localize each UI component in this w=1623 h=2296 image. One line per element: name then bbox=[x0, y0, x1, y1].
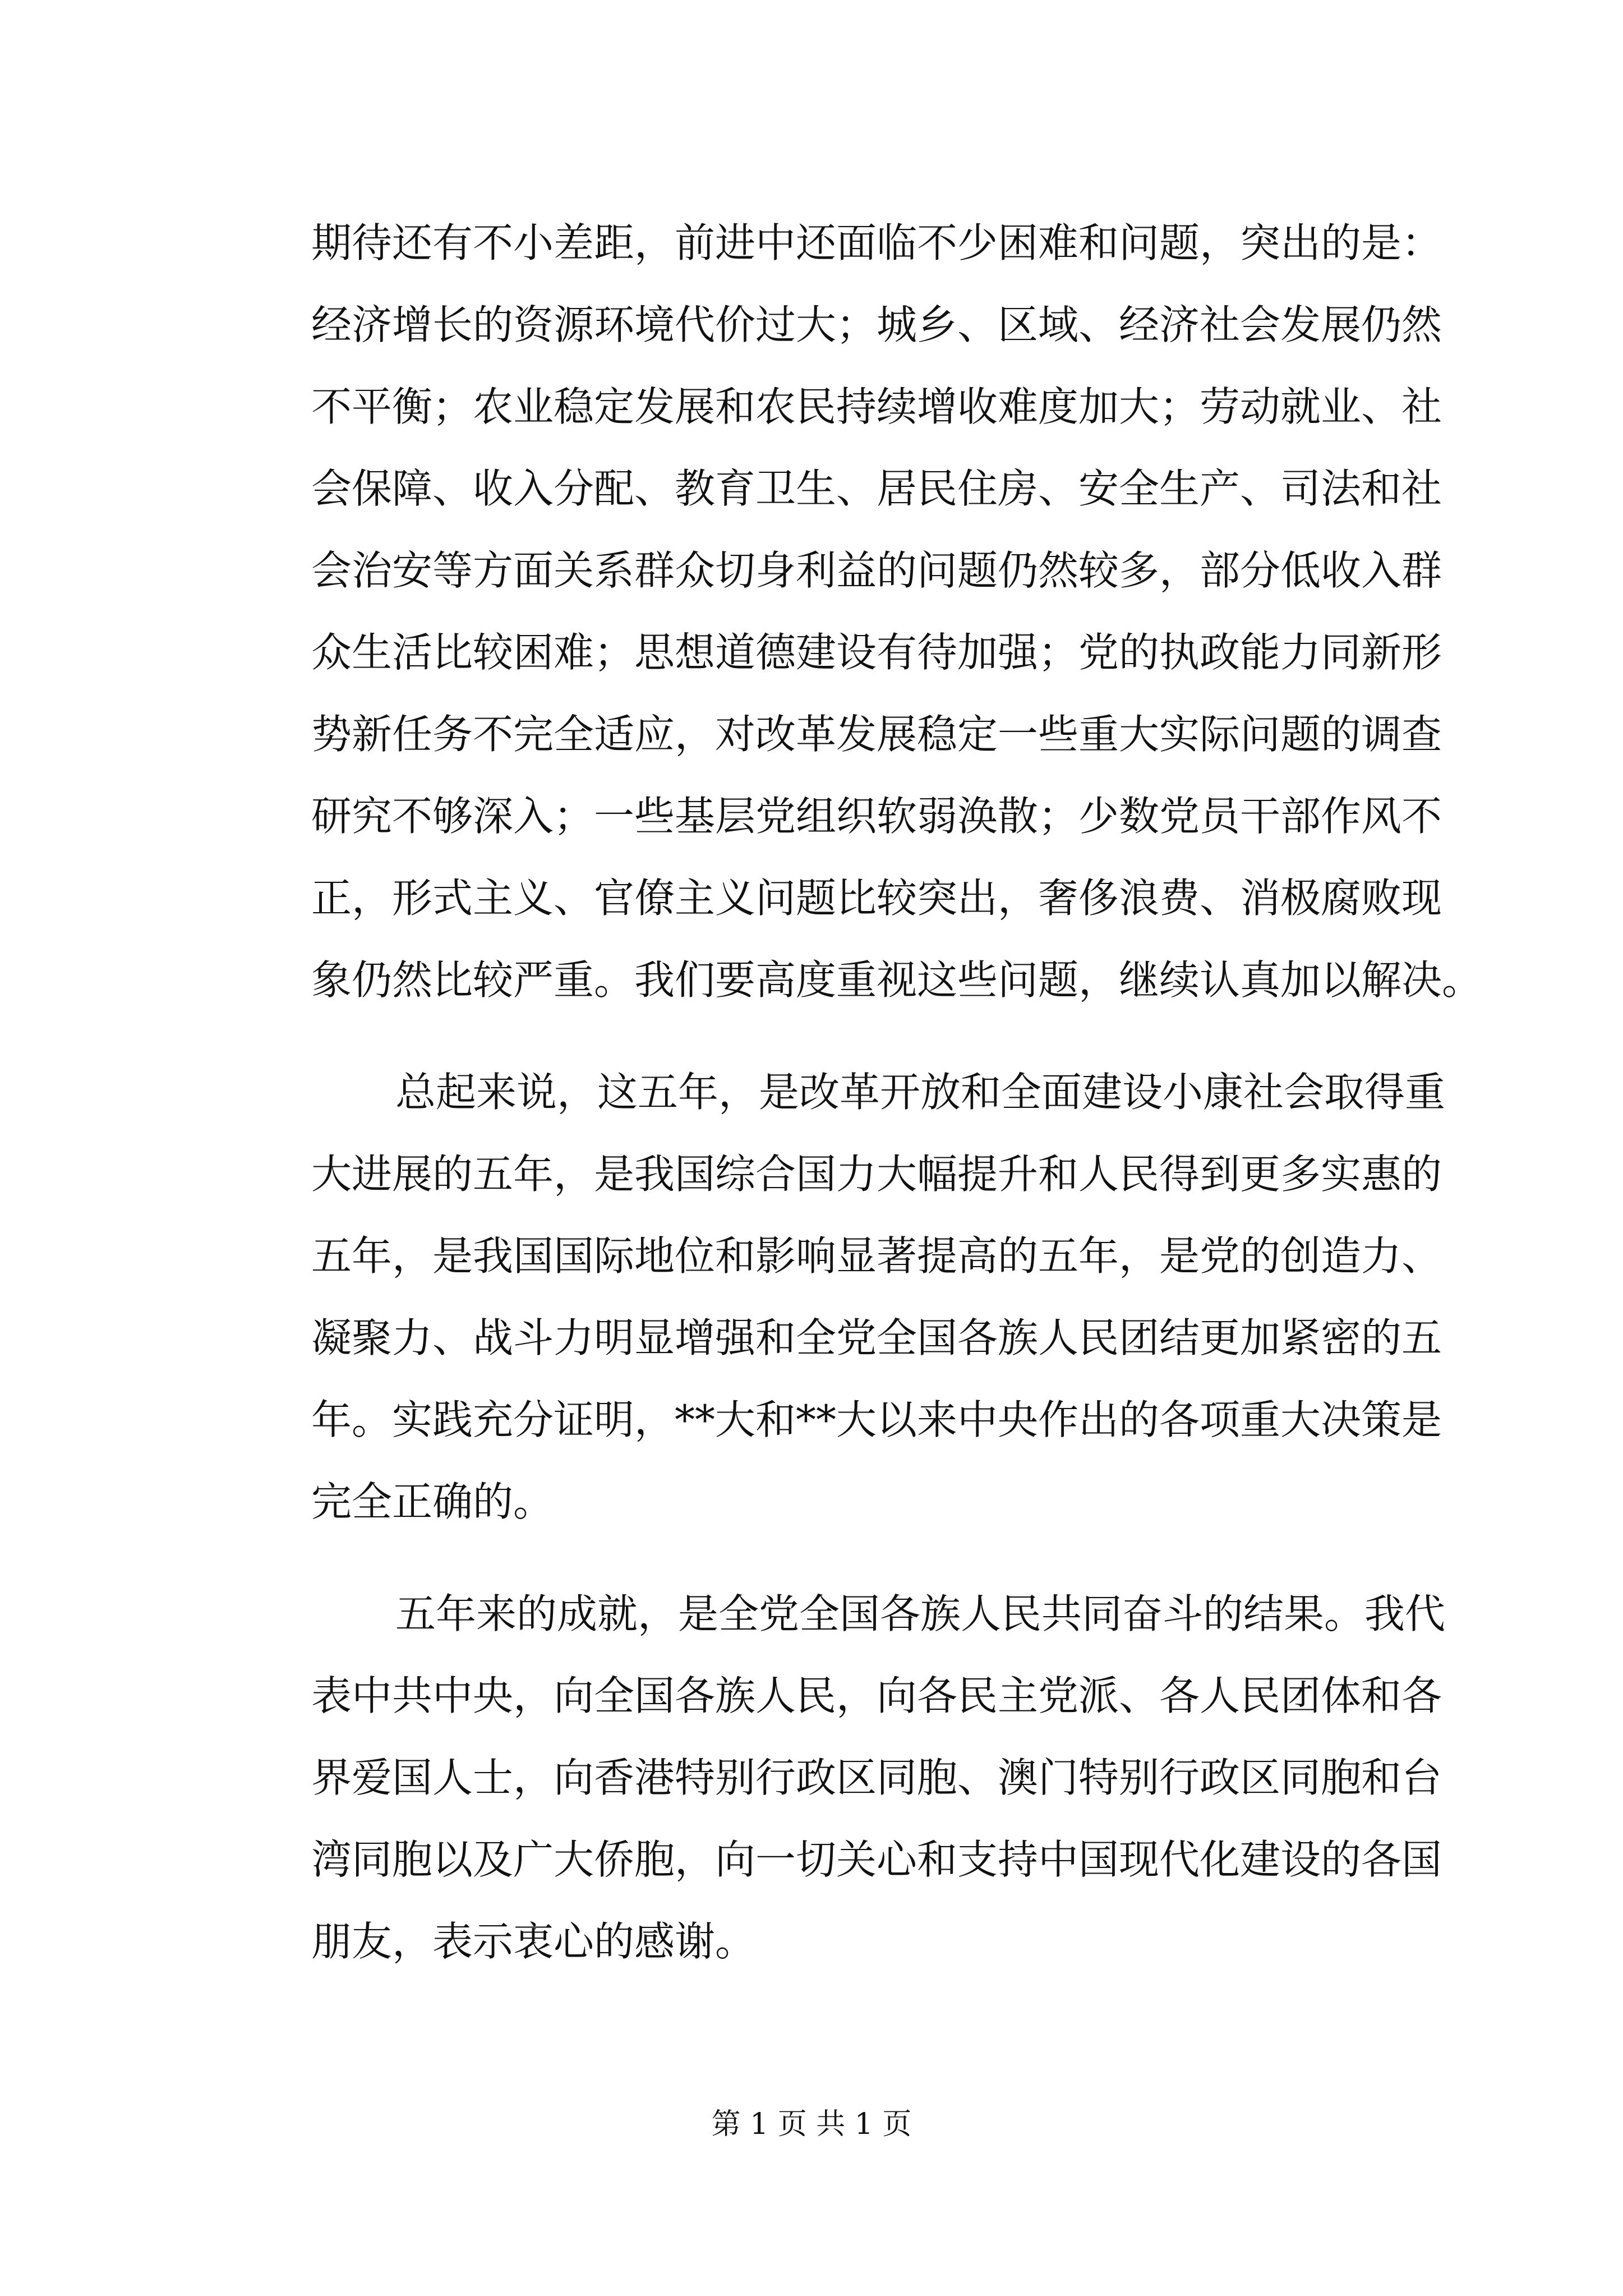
text-line: 期待还有不小差距，前进中还面临不少困难和问题，突出的是： bbox=[311, 219, 1442, 266]
text-line: 表中共中央，向全国各族人民，向各民主党派、各人民团体和各 bbox=[311, 1672, 1442, 1719]
text-line: 象仍然比较严重。我们要高度重视这些问题，继续认真加以解决。 bbox=[311, 956, 1483, 1004]
text-line: 完全正确的。 bbox=[311, 1478, 554, 1525]
paragraph-2 bbox=[311, 1051, 1446, 1543]
document-body bbox=[311, 202, 1483, 1982]
text-line: 研究不够深入；一些基层党组织软弱涣散；少数党员干部作风不 bbox=[311, 793, 1442, 840]
text-line: 会治安等方面关系群众切身利益的问题仍然较多，部分低收入群 bbox=[311, 547, 1442, 594]
text-line: 势新任务不完全适应，对改革发展稳定一些重大实际问题的调查 bbox=[311, 711, 1442, 758]
text-line: 湾同胞以及广大侨胞，向一切关心和支持中国现代化建设的各国 bbox=[311, 1836, 1442, 1883]
text-line: 众生活比较困难；思想道德建设有待加强；党的执政能力同新形 bbox=[311, 629, 1442, 676]
paragraph-spacing bbox=[311, 1021, 1424, 1051]
text-line: 会保障、收入分配、教育卫生、居民住房、安全生产、司法和社 bbox=[311, 465, 1442, 512]
paragraph-3 bbox=[311, 1573, 1446, 1982]
text-line: 朋友，表示衷心的感谢。 bbox=[311, 1918, 756, 1965]
text-line: 不平衡；农业稳定发展和农民持续增收难度加大；劳动就业、社 bbox=[311, 383, 1442, 430]
text-line: 正，形式主义、官僚主义问题比较突出，奢侈浪费、消极腐败现 bbox=[311, 875, 1442, 922]
text-line: 总起来说，这五年，是改革开放和全面建设小康社会取得重 bbox=[395, 1069, 1446, 1116]
text-line: 年。实践充分证明，**大和**大以来中央作出的各项重大决策是 bbox=[311, 1396, 1442, 1443]
text-line: 五年来的成就，是全党全国各族人民共同奋斗的结果。我代 bbox=[395, 1590, 1446, 1637]
text-line: 凝聚力、战斗力明显增强和全党全国各族人民团结更加紧密的五 bbox=[311, 1314, 1442, 1361]
text-line: 大进展的五年，是我国综合国力大幅提升和人民得到更多实惠的 bbox=[311, 1151, 1442, 1198]
page-number-footer: 第 1 页 共 1 页 bbox=[711, 2108, 912, 2141]
text-line: 经济增长的资源环境代价过大；城乡、区域、经济社会发展仍然 bbox=[311, 301, 1442, 348]
text-line: 界爱国人士，向香港特别行政区同胞、澳门特别行政区同胞和台 bbox=[311, 1754, 1442, 1801]
paragraph-spacing bbox=[311, 1543, 1424, 1573]
paragraph-1 bbox=[311, 202, 1483, 1021]
text-line: 五年，是我国国际地位和影响显著提高的五年，是党的创造力、 bbox=[311, 1232, 1442, 1280]
